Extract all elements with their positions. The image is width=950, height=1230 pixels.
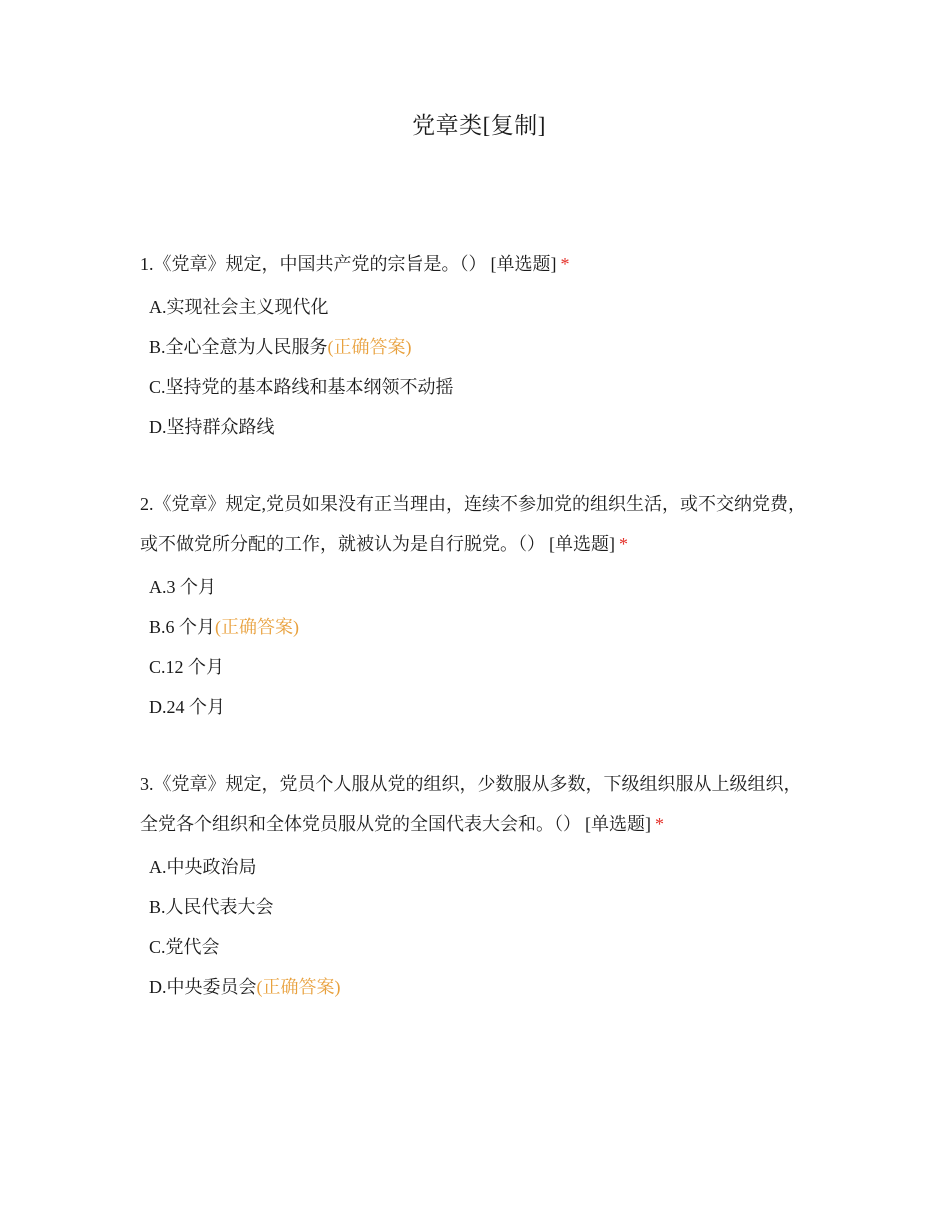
question-type-tag: [单选题] — [549, 534, 615, 554]
question-stem: 1.《党章》规定，中国共产党的宗旨是。（） — [140, 254, 487, 274]
option-d[interactable] — [149, 967, 810, 1007]
question-type-tag: [单选题] — [585, 814, 651, 834]
correct-answer-mark: (正确答案) — [327, 337, 412, 357]
question-stem: 3.《党章》规定，党员个人服从党的组织，少数服从多数，下级组织服从上级组织，全党各个组织和全体党员服从党的全国代表大会和。（） — [140, 774, 802, 834]
option-label: A.实现社会主义现代化 — [149, 297, 329, 317]
option-c[interactable] — [149, 367, 810, 407]
option-d[interactable] — [149, 687, 810, 727]
question-2 — [140, 484, 810, 727]
question-text — [140, 764, 810, 844]
required-star: * — [560, 254, 570, 274]
question-text — [140, 244, 810, 284]
question-type-tag: [单选题] — [490, 254, 557, 274]
option-label: B.6 个月 — [149, 617, 216, 637]
question-text — [140, 484, 810, 564]
option-a[interactable] — [149, 287, 810, 327]
question-1 — [140, 244, 810, 447]
option-label: D.坚持群众路线 — [149, 417, 275, 437]
option-list — [140, 287, 810, 447]
option-label: A.中央政治局 — [149, 857, 257, 877]
option-label: A.3 个月 — [149, 577, 216, 597]
option-b[interactable] — [149, 887, 810, 927]
correct-answer-mark: (正确答案) — [215, 617, 300, 637]
option-label: C.12 个月 — [149, 657, 225, 677]
correct-answer-mark: (正确答案) — [256, 977, 341, 997]
option-b[interactable] — [149, 327, 810, 367]
page-title: 党章类[复制] — [412, 113, 546, 138]
option-label: C.坚持党的基本路线和基本纲领不动摇 — [149, 377, 454, 397]
required-star: * — [655, 814, 664, 834]
option-label: B.人民代表大会 — [149, 897, 274, 917]
option-list — [140, 567, 810, 727]
option-a[interactable] — [149, 567, 810, 607]
option-d[interactable] — [149, 407, 810, 447]
option-list — [140, 847, 810, 1007]
option-a[interactable] — [149, 847, 810, 887]
question-stem: 2.《党章》规定,党员如果没有正当理由，连续不参加党的组织生活，或不交纳党费，或不做党所分配的工作，就被认为是自行脱党。（） — [140, 494, 806, 554]
option-b[interactable] — [149, 607, 810, 647]
option-c[interactable] — [149, 927, 810, 967]
option-c[interactable] — [149, 647, 810, 687]
option-label: D.中央委员会 — [149, 977, 257, 997]
option-label: B.全心全意为人民服务 — [149, 337, 328, 357]
question-3 — [140, 764, 810, 1007]
option-label: D.24 个月 — [149, 697, 225, 717]
option-label: C.党代会 — [149, 937, 220, 957]
required-star: * — [619, 534, 628, 554]
